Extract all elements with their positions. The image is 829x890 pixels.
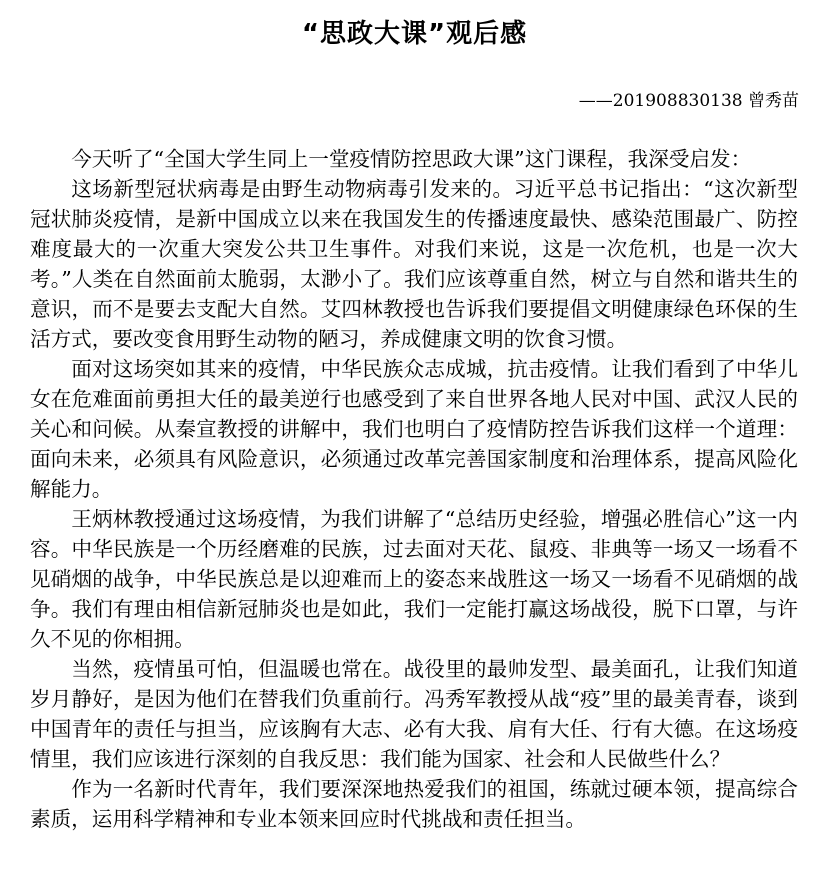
paragraph-warmth: 当然，疫情虽可怕，但温暖也常在。战役里的最帅发型、最美面孔，让我们知道岁月静好，是因为他们在替我们负重前行。冯秀军教授从战“疫”里的最美青春，谈到中国青年的责任与担当，应该胸有大志、必有大我、肩有大任、行有大德。在这场疫情里，我们应该进行深刻的自我反思：我们能为国家、社会和人民做些什么？ [30, 657, 798, 771]
document-body [30, 144, 798, 834]
paragraph-conclusion: 作为一名新时代青年，我们要深深地热爱我们的祖国，练就过硬本领，提高综合素质，运用科学精神和专业本领来回应时代挑战和责任担当。 [30, 777, 798, 831]
paragraph-virus-origin: 这场新型冠状病毒是由野生动物病毒引发来的。习近平总书记指出：“这次新型冠状肺炎疫情，是新中国成立以来在我国发生的传播速度最快、感染范围最广、防控难度最大的一次重大突发公共卫生事件。对我们来说，这是一次危机，也是一次大考。”人类在自然面前太脆弱，太渺小了。我们应该尊重自然，树立与自然和谐共生的意识，而不是要去支配大自然。艾四林教授也告诉我们要提倡文明健康绿色环保的生活方式，要改变食用野生动物的陋习，养成健康文明的饮食习惯。 [30, 177, 798, 351]
paragraph-intro: 今天听了“全国大学生同上一堂疫情防控思政大课”这门课程，我深受启发： [71, 147, 752, 171]
paragraph-history: 王炳林教授通过这场疫情，为我们讲解了“总结历史经验，增强必胜信心”这一内容。中华民族是一个历经磨难的民族，过去面对天花、鼠疫、非典等一场又一场看不见硝烟的战争，中华民族总是以迎难而上的姿态来战胜这一场又一场看不见硝烟的战争。我们有理由相信新冠肺炎也是如此，我们一定能打赢这场战役，脱下口罩，与许久不见的你相拥。 [30, 507, 798, 651]
document-title: “思政大课”观后感 [301, 19, 528, 49]
paragraph-unity: 面对这场突如其来的疫情，中华民族众志成城，抗击疫情。让我们看到了中华儿女在危难面前勇担大任的最美逆行也感受到了来自世界各地人民对中国、武汉人民的关心和问候。从秦宣教授的讲解中，我们也明白了疫情防控告诉我们这样一个道理：面向未来，必须具有风险意识，必须通过改革完善国家制度和治理体系，提高风险化解能力。 [30, 357, 798, 501]
author-byline: ——201908830138 曾秀苗 [578, 91, 799, 111]
